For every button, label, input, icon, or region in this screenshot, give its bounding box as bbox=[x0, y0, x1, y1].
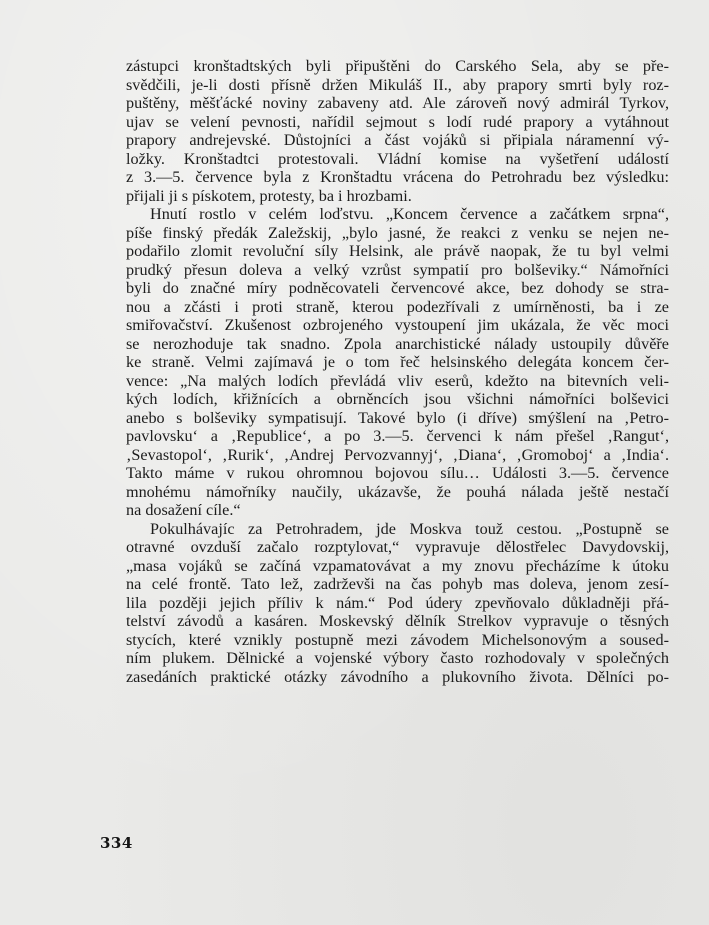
text-line: zasedáních praktické otázky závodního a plukovního života. Dělníci po- bbox=[126, 667, 669, 686]
text-line: svědčili, je-li dosti přísně držen Mikuláš II., aby prapory smrti byly roz- bbox=[126, 75, 669, 94]
text-line: ním plukem. Dělnické a vojenské výbory často rozhodovaly v společných bbox=[126, 649, 669, 667]
text-line: ‚Sevastopol‘, ‚Rurik‘, ‚Andrej Pervozvannyj‘, ‚Diana‘, ‚Gromoboj‘ a ‚India‘. bbox=[126, 445, 669, 464]
text-line: ke straně. Velmi zajímavá je o tom řeč helsinského delegáta koncem čer- bbox=[126, 353, 669, 371]
text-line: na celé frontě. Tato lež, zadrževši na čas pohyb mas doleva, jenom zesí- bbox=[126, 575, 669, 593]
text-line: otravné ovzduší začalo rozptylovat,“ vypravuje dělostřelec Davydovskij, bbox=[126, 538, 669, 556]
text-line: podařilo zlomit revoluční síly Helsink, ale právě naopak, že tu byl velmi bbox=[126, 242, 669, 260]
text-line: ujav se velení pevnosti, nařídil sejmout s lodí rudé prapory a vytáhnout bbox=[126, 112, 669, 131]
text-line: anebo s bolševiky sympatisují. Takové bylo (i dříve) smýšlení na ‚Petro- bbox=[126, 408, 669, 427]
text-line: prudký přesun doleva a velký vzrůst sympatií pro bolševiky.“ Námořníci bbox=[126, 260, 669, 279]
text-line: smiřovačství. Zkušenost ozbrojeného vystoupení jim ukázala, že věc moci bbox=[126, 316, 669, 334]
text-line: se nerozhoduje tak snadno. Zpola anarchistické nálady ustoupily důvěře bbox=[126, 334, 669, 353]
text-line: „masa vojáků se začíná vzpamatovávat a my znovu přecházíme k útoku bbox=[126, 556, 669, 575]
page-number: 334 bbox=[100, 834, 133, 852]
paragraph-start-line: Pokulhávajíc za Petrohradem, jde Moskva touž cestou. „Postupně se bbox=[150, 519, 669, 538]
text-line: prapory andrejevské. Důstojníci a část vojáků si připiala náramenní vý- bbox=[126, 131, 669, 149]
text-line: puštěny, měšťácké noviny zabaveny atd. Ale zároveň nový admirál Tyrkov, bbox=[126, 94, 669, 112]
body-text bbox=[126, 57, 669, 686]
paragraph-end-line: na dosažení cíle.“ bbox=[126, 501, 241, 519]
text-line: píše finský předák Zaležskij, „bylo jasné, že reakci z venku se nejen ne- bbox=[126, 223, 669, 242]
text-line: stycích, které vznikly postupně mezi závodem Michelsonovým a soused- bbox=[126, 630, 669, 649]
text-line: ložky. Kronštadtci protestovali. Vládní komise na vyšetření událostí bbox=[126, 149, 669, 168]
text-line: nou a zčásti i proti straně, kterou podezřívali z umírněnosti, ba i ze bbox=[126, 297, 669, 316]
text-line: zástupci kronštadtských byli připuštěni do Carského Sela, aby se pře- bbox=[126, 57, 669, 75]
text-line: Takto máme v rukou ohromnou bojovou sílu… Události 3.—5. července bbox=[126, 464, 669, 482]
text-line: byli do značné míry podněcovateli červencové akce, bez dohody se stra- bbox=[126, 279, 669, 297]
text-line: telství závodů a kasáren. Moskevský dělník Strelkov vypravuje o těsných bbox=[126, 612, 669, 630]
text-line: kých lodích, křižnících a obrněncích jsou všichni námořníci bolševici bbox=[126, 390, 669, 408]
text-line: mnohému námořníky naučily, ukázavše, že pouhá nálada ještě nestačí bbox=[126, 482, 669, 501]
paragraph-start-line: Hnutí rostlo v celém loďstvu. „Koncem července a začátkem srpna“, bbox=[150, 205, 669, 223]
text-line: z 3.—5. července byla z Kronštadtu vrácena do Petrohradu bez výsledku: bbox=[126, 168, 669, 186]
paragraph-end-line: přijali ji s pískotem, protesty, ba i hrozbami. bbox=[126, 186, 412, 205]
text-line: lila později jejich příliv k nám.“ Pod údery zpevňovalo důkladněji přá- bbox=[126, 593, 669, 612]
text-line: vence: „Na malých lodích převládá vliv eserů, kdežto na bitevních veli- bbox=[126, 371, 669, 390]
text-line: pavlovsku‘ a ‚Republice‘, a po 3.—5. červenci k nám přešel ‚Rangut‘, bbox=[126, 427, 669, 445]
